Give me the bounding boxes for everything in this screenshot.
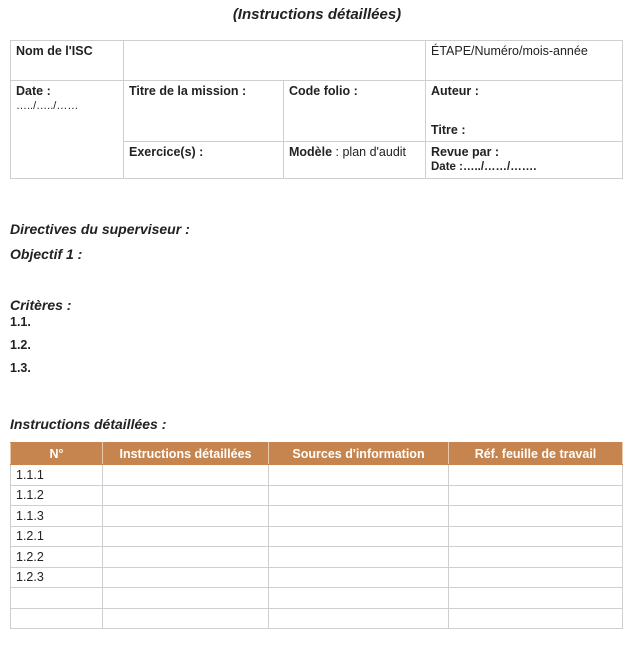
date-label: Date : — [16, 84, 51, 98]
row-number: 1.1.1 — [11, 465, 103, 486]
col-header-instructions: Instructions détaillées — [103, 443, 269, 465]
instructions-cell[interactable] — [103, 485, 269, 506]
critere-item: 1.3. — [10, 361, 31, 375]
instructions-heading: Instructions détaillées : — [10, 416, 167, 432]
instructions-cell[interactable] — [103, 608, 269, 629]
sources-cell[interactable] — [269, 547, 449, 568]
sources-cell[interactable] — [269, 485, 449, 506]
col-header-ref: Réf. feuille de travail — [449, 443, 623, 465]
col-header-numero: N° — [11, 443, 103, 465]
critere-item: 1.2. — [10, 338, 31, 352]
revue-cell — [426, 142, 623, 179]
folio-cell — [284, 81, 426, 142]
ref-cell[interactable] — [449, 547, 623, 568]
ref-cell[interactable] — [449, 567, 623, 588]
titre-label: Titre : — [431, 123, 466, 137]
etape-label: ÉTAPE/Numéro/mois-année — [431, 44, 588, 58]
instructions-table — [10, 442, 623, 629]
row-number: 1.2.1 — [11, 526, 103, 547]
sources-cell[interactable] — [269, 588, 449, 609]
directives-heading: Directives du superviseur : — [10, 221, 190, 237]
date-value: …../…../…… — [16, 100, 79, 112]
modele-label: Modèle — [289, 145, 333, 159]
table-row — [11, 506, 623, 527]
sources-cell[interactable] — [269, 526, 449, 547]
auteur-cell — [426, 81, 623, 142]
sources-cell[interactable] — [269, 567, 449, 588]
ref-cell[interactable] — [449, 608, 623, 629]
exercice-label: Exercice(s) : — [129, 145, 204, 159]
ref-cell[interactable] — [449, 485, 623, 506]
row-number: 1.2.2 — [11, 547, 103, 568]
modele-cell — [284, 142, 426, 179]
table-row — [11, 608, 623, 629]
instructions-cell[interactable] — [103, 567, 269, 588]
date-cell — [11, 81, 124, 179]
table-row — [11, 588, 623, 609]
ref-cell[interactable] — [449, 465, 623, 486]
mission-label: Titre de la mission : — [129, 84, 247, 98]
sources-cell[interactable] — [269, 465, 449, 486]
revue-date: Date :…../……/……. — [431, 161, 537, 173]
row-number: 1.1.2 — [11, 485, 103, 506]
mission-cell — [124, 81, 284, 142]
row-number — [11, 588, 103, 609]
table-row — [11, 567, 623, 588]
exercice-cell — [124, 142, 284, 179]
criteres-heading: Critères : — [10, 297, 72, 313]
instructions-cell[interactable] — [103, 588, 269, 609]
modele-value: : plan d'audit — [332, 145, 407, 159]
instructions-cell[interactable] — [103, 547, 269, 568]
sources-cell[interactable] — [269, 608, 449, 629]
table-row — [11, 485, 623, 506]
table-row — [11, 547, 623, 568]
ref-cell[interactable] — [449, 526, 623, 547]
isc-label: Nom de l'ISC — [16, 44, 93, 58]
header-table — [10, 40, 623, 179]
row-number — [11, 608, 103, 629]
instructions-cell[interactable] — [103, 506, 269, 527]
page-title: (Instructions détaillées) — [232, 6, 402, 23]
instructions-cell[interactable] — [103, 465, 269, 486]
etape-cell — [426, 41, 623, 81]
isc-value-cell[interactable] — [124, 41, 426, 81]
ref-cell[interactable] — [449, 506, 623, 527]
ref-cell[interactable] — [449, 588, 623, 609]
auteur-label: Auteur : — [431, 84, 479, 98]
table-header-row — [11, 443, 623, 465]
table-row — [11, 465, 623, 486]
revue-label: Revue par : — [431, 145, 500, 159]
row-number: 1.1.3 — [11, 506, 103, 527]
folio-label: Code folio : — [289, 84, 358, 98]
isc-cell — [11, 41, 124, 81]
col-header-sources: Sources d'information — [269, 443, 449, 465]
objectif-heading: Objectif 1 : — [10, 246, 83, 262]
instructions-cell[interactable] — [103, 526, 269, 547]
row-number: 1.2.3 — [11, 567, 103, 588]
table-row — [11, 526, 623, 547]
critere-item: 1.1. — [10, 315, 31, 329]
sources-cell[interactable] — [269, 506, 449, 527]
